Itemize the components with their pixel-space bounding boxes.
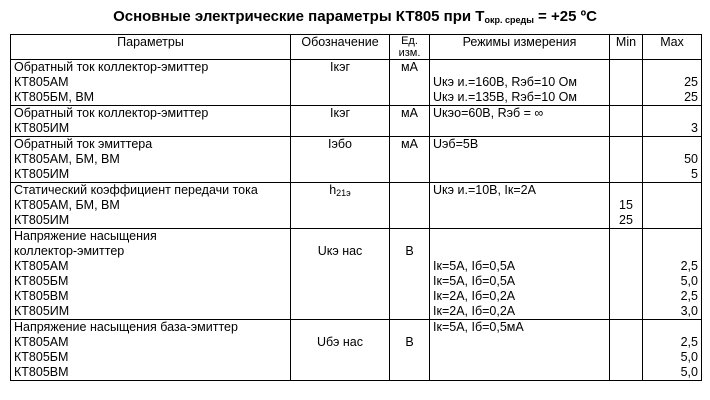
header-unit: Ед. изм. (390, 35, 430, 60)
row-params: Напряжение насыщения база-эмиттер КТ805АМ КТ805БМ КТ805ВМ (11, 320, 291, 381)
row-max: 2,5 5,0 2,5 3,0 (643, 229, 702, 320)
row-unit: мА (390, 60, 430, 106)
row-unit: мА (390, 137, 430, 183)
row-min (610, 320, 643, 381)
row-max: 50 5 (643, 137, 702, 183)
row-designation: $h_{21э}$ (291, 183, 390, 229)
header-modes: Режимы измерения (430, 35, 610, 60)
row-unit: В (390, 229, 430, 320)
parameters-table (10, 34, 702, 381)
table-row (11, 320, 702, 381)
row-max: 2,5 5,0 5,0 (643, 320, 702, 381)
header-designation: Обозначение (291, 35, 390, 60)
row-modes: Uкэ и.=160В, Rэб=10 Ом Uкэ и.=135В, Rэб=10 Ом (430, 60, 610, 106)
row-designation: Iкэг (291, 60, 390, 106)
row-unit: мА (390, 106, 430, 137)
table-header-row (11, 35, 702, 60)
row-params: Статический коэффициент передачи тока КТ805АМ, БМ, ВМ КТ805ИМ (11, 183, 291, 229)
row-min (610, 137, 643, 183)
header-min: Min (610, 35, 643, 60)
row-params: Обратный ток эмиттера КТ805АМ, БМ, ВМ КТ805ИМ (11, 137, 291, 183)
row-designation: Uбэ нас (291, 320, 390, 381)
row-min (610, 60, 643, 106)
row-modes: Iк=5А, Iб=0,5А Iк=5А, Iб=0,5А Iк=2А, Iб=0,2А Iк=2А, Iб=0,2А (430, 229, 610, 320)
table-row (11, 229, 702, 320)
row-modes: Uкэ и.=10В, Iк=2А (430, 183, 610, 229)
header-max: Max (643, 35, 702, 60)
header-params: Параметры (11, 35, 291, 60)
row-designation: Iэбо (291, 137, 390, 183)
row-params: Напряжение насыщения коллектор-эмиттер КТ805АМ КТ805БМ КТ805ВМ КТ805ИМ (11, 229, 291, 320)
row-params: Обратный ток коллектор-эмиттер КТ805ИМ (11, 106, 291, 137)
row-min (610, 229, 643, 320)
row-modes: Uкэо=60В, Rэб = ∞ (430, 106, 610, 137)
table-row (11, 183, 702, 229)
row-modes: Uэб=5В (430, 137, 610, 183)
row-designation: Uкэ нас (291, 229, 390, 320)
table-row (11, 60, 702, 106)
row-params: Обратный ток коллектор-эмиттер КТ805АМ КТ805БМ, ВМ (11, 60, 291, 106)
row-min (610, 106, 643, 137)
row-modes: Iк=5А, Iб=0,5мА (430, 320, 610, 381)
row-unit (390, 183, 430, 229)
row-max: 25 25 (643, 60, 702, 106)
row-max (643, 183, 702, 229)
table-row (11, 137, 702, 183)
page-title: Основные электрические параметры КТ805 при $Т_{окр. среды} = +25$ ºС (113, 8, 597, 25)
row-max: 3 (643, 106, 702, 137)
row-min: 15 25 (610, 183, 643, 229)
row-unit: В (390, 320, 430, 381)
table-row (11, 106, 702, 137)
row-designation: Iкэг (291, 106, 390, 137)
